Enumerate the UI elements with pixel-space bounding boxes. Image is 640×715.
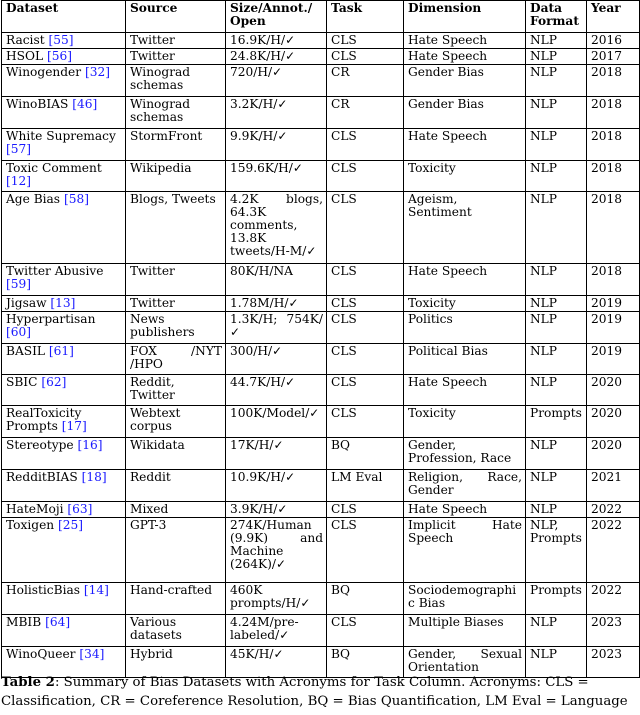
format-cell: NLP <box>526 344 587 375</box>
dimension-cell: Toxicity <box>404 406 526 438</box>
dimension-cell: Toxicity <box>404 296 526 312</box>
dimension-cell: Hate Speech <box>404 375 526 406</box>
dimension-cell: Religion, Race, Gender <box>404 470 526 502</box>
year-cell: 2018 <box>587 129 640 161</box>
source-cell: Reddit, Twitter <box>126 375 226 406</box>
format-cell: NLP <box>526 312 587 344</box>
format-cell: NLP <box>526 375 587 406</box>
citation-link[interactable]: [60] <box>6 325 32 339</box>
dataset-cell <box>2 33 126 49</box>
dataset-name: Twitter Abusive <box>6 264 104 278</box>
header-size: Size/Annot./ Open <box>226 1 327 33</box>
table-row <box>2 192 640 264</box>
task-cell: LM Eval <box>327 470 404 502</box>
dataset-name: HSOL <box>6 49 44 63</box>
format-cell: NLP <box>526 264 587 296</box>
dimension-cell: Toxicity <box>404 161 526 192</box>
size-cell: 1.78M/H/✓ <box>226 296 327 312</box>
year-cell: 2018 <box>587 161 640 192</box>
year-cell: 2021 <box>587 470 640 502</box>
task-cell: CLS <box>327 161 404 192</box>
dataset-name: Toxigen <box>6 518 55 532</box>
dataset-name: MBIB <box>6 615 42 629</box>
dimension-cell: Politics <box>404 312 526 344</box>
source-cell: Blogs, Tweets <box>126 192 226 264</box>
year-cell: 2019 <box>587 344 640 375</box>
year-cell: 2018 <box>587 97 640 129</box>
table-row <box>2 615 640 647</box>
size-cell: 10.9K/H/✓ <box>226 470 327 502</box>
dataset-name: Jigsaw <box>6 296 47 310</box>
year-cell: 2018 <box>587 264 640 296</box>
format-cell: NLP <box>526 438 587 470</box>
size-cell: 460K prompts/H/✓ <box>226 583 327 615</box>
task-cell: CLS <box>327 502 404 518</box>
citation-link[interactable]: [61] <box>48 344 74 358</box>
dimension-cell: Hate Speech <box>404 129 526 161</box>
header-dataset: Dataset <box>2 1 126 33</box>
citation-link[interactable]: [13] <box>50 296 76 310</box>
source-cell: Various datasets <box>126 615 226 647</box>
size-cell: 720/H/✓ <box>226 65 327 97</box>
source-cell: FOX /NYT /HPO <box>126 344 226 375</box>
dataset-cell <box>2 65 126 97</box>
dimension-cell: Gender Bias <box>404 65 526 97</box>
source-cell: Reddit <box>126 470 226 502</box>
format-cell: NLP <box>526 49 587 65</box>
table-row <box>2 312 640 344</box>
dimension-cell: Sociodemographic Bias <box>404 583 526 615</box>
caption-line-2: Classification, CR = Coreference Resolution, BQ = Bias Quantification, LM Eval = Language <box>1 694 628 709</box>
caption-line-1: : Summary of Bias Datasets with Acronyms for Task Column. Acronyms: CLS = <box>54 675 589 690</box>
dataset-cell <box>2 192 126 264</box>
source-cell: Wikidata <box>126 438 226 470</box>
format-cell: NLP <box>526 296 587 312</box>
table-row <box>2 470 640 502</box>
year-cell: 2020 <box>587 375 640 406</box>
task-cell: CLS <box>327 406 404 438</box>
size-cell: 159.6K/H/✓ <box>226 161 327 192</box>
dimension-cell: Hate Speech <box>404 502 526 518</box>
task-cell: CLS <box>327 264 404 296</box>
size-cell: 9.9K/H/✓ <box>226 129 327 161</box>
year-cell: 2018 <box>587 192 640 264</box>
year-cell: 2019 <box>587 312 640 344</box>
dimension-cell: Hate Speech <box>404 264 526 296</box>
dataset-name: SBIC <box>6 375 38 389</box>
dimension-cell: Gender, Profession, Race <box>404 438 526 470</box>
dataset-name: WinoQueer <box>6 647 76 661</box>
dimension-cell: Hate Speech <box>404 49 526 65</box>
dataset-cell <box>2 470 126 502</box>
size-cell: 45K/H/✓ <box>226 647 327 678</box>
format-cell: NLP <box>526 129 587 161</box>
task-cell: BQ <box>327 583 404 615</box>
dataset-cell <box>2 129 126 161</box>
table-row <box>2 518 640 583</box>
size-cell: 274K/Human (9.9K) and Machine (264K)/✓ <box>226 518 327 583</box>
task-cell: CLS <box>327 518 404 583</box>
bias-datasets-table <box>1 0 640 678</box>
dimension-cell: Gender, Sexual Orientation <box>404 647 526 678</box>
table-row <box>2 33 640 49</box>
size-cell: 80K/H/NA <box>226 264 327 296</box>
table-row <box>2 438 640 470</box>
table-row <box>2 583 640 615</box>
header-year: Year <box>587 1 640 33</box>
format-cell: NLP <box>526 65 587 97</box>
format-cell: NLP <box>526 192 587 264</box>
size-cell: 3.9K/H/✓ <box>226 502 327 518</box>
dataset-name: RealToxicity Prompts <box>6 406 82 433</box>
header-dimension: Dimension <box>404 1 526 33</box>
task-cell: CR <box>327 65 404 97</box>
size-cell: 300/H/✓ <box>226 344 327 375</box>
year-cell: 2017 <box>587 49 640 65</box>
task-cell: CLS <box>327 296 404 312</box>
citation-link[interactable]: [34] <box>79 647 105 661</box>
size-cell: 100K/Model/✓ <box>226 406 327 438</box>
size-cell: 24.8K/H/✓ <box>226 49 327 65</box>
dataset-name: Toxic Comment <box>6 161 102 175</box>
format-cell: Prompts <box>526 583 587 615</box>
size-cell: 4.24M/pre-labeled/✓ <box>226 615 327 647</box>
citation-link[interactable]: [57] <box>6 142 32 156</box>
task-cell: CLS <box>327 375 404 406</box>
citation-link[interactable]: [46] <box>72 97 98 111</box>
table-row <box>2 65 640 97</box>
dataset-cell <box>2 438 126 470</box>
citation-link[interactable]: [17] <box>61 419 87 433</box>
table-row <box>2 49 640 65</box>
format-cell: NLP <box>526 161 587 192</box>
dimension-cell: Hate Speech <box>404 33 526 49</box>
citation-link[interactable]: [12] <box>6 174 32 188</box>
year-cell: 2022 <box>587 518 640 583</box>
dataset-name: Winogender <box>6 65 82 79</box>
year-cell: 2020 <box>587 406 640 438</box>
dataset-cell <box>2 615 126 647</box>
format-cell: NLP <box>526 33 587 49</box>
source-cell: Mixed <box>126 502 226 518</box>
task-cell: CR <box>327 97 404 129</box>
table-row <box>2 264 640 296</box>
dataset-name: WinoBIAS <box>6 97 69 111</box>
dataset-cell <box>2 161 126 192</box>
dataset-cell <box>2 583 126 615</box>
format-cell: NLP, Prompts <box>526 518 587 583</box>
dataset-name: Hyperpartisan <box>6 312 96 326</box>
source-cell: Winograd schemas <box>126 97 226 129</box>
table-row <box>2 97 640 129</box>
source-cell: Twitter <box>126 33 226 49</box>
year-cell: 2023 <box>587 615 640 647</box>
header-source: Source <box>126 1 226 33</box>
dimension-cell: Implicit Hate Speech <box>404 518 526 583</box>
task-cell: CLS <box>327 49 404 65</box>
citation-link[interactable]: [32] <box>84 65 111 79</box>
format-cell: NLP <box>526 615 587 647</box>
citation-link[interactable]: [62] <box>41 375 67 389</box>
dataset-cell <box>2 97 126 129</box>
year-cell: 2018 <box>587 65 640 97</box>
dimension-cell: Multiple Biases <box>404 615 526 647</box>
table-row <box>2 406 640 438</box>
format-cell: NLP <box>526 502 587 518</box>
table-row <box>2 296 640 312</box>
dimension-cell: Gender Bias <box>404 97 526 129</box>
dimension-cell: Ageism, Sentiment <box>404 192 526 264</box>
task-cell: BQ <box>327 438 404 470</box>
citation-link[interactable]: [16] <box>77 438 103 452</box>
format-cell: NLP <box>526 647 587 678</box>
year-cell: 2023 <box>587 647 640 678</box>
citation-link[interactable]: [25] <box>58 518 84 532</box>
dataset-name: Stereotype <box>6 438 74 452</box>
dataset-name: BASIL <box>6 344 46 358</box>
source-cell: Winograd schemas <box>126 65 226 97</box>
dataset-name: RedditBIAS <box>6 470 78 484</box>
source-cell: Hybrid <box>126 647 226 678</box>
dataset-cell <box>2 375 126 406</box>
table-row <box>2 502 640 518</box>
task-cell: CLS <box>327 129 404 161</box>
citation-link[interactable]: [59] <box>6 277 32 291</box>
size-cell: 1.3K/H; 754K/✓ <box>226 312 327 344</box>
citation-link[interactable]: [63] <box>67 502 93 516</box>
table-row <box>2 161 640 192</box>
dataset-cell <box>2 344 126 375</box>
task-cell: CLS <box>327 312 404 344</box>
source-cell: GPT-3 <box>126 518 226 583</box>
table-row <box>2 129 640 161</box>
format-cell: NLP <box>526 470 587 502</box>
format-cell: NLP <box>526 97 587 129</box>
year-cell: 2016 <box>587 33 640 49</box>
citation-link[interactable]: [18] <box>81 470 107 484</box>
source-cell: Hand-crafted <box>126 583 226 615</box>
task-cell: CLS <box>327 192 404 264</box>
table-caption <box>1 673 639 711</box>
dataset-cell <box>2 264 126 296</box>
dataset-cell <box>2 502 126 518</box>
size-cell: 17K/H/✓ <box>226 438 327 470</box>
citation-link[interactable]: [58] <box>63 192 89 206</box>
size-cell: 16.9K/H/✓ <box>226 33 327 49</box>
year-cell: 2022 <box>587 583 640 615</box>
source-cell: Twitter <box>126 264 226 296</box>
task-cell: BQ <box>327 647 404 678</box>
size-cell: 3.2K/H/✓ <box>226 97 327 129</box>
task-cell: CLS <box>327 33 404 49</box>
header-task: Task <box>327 1 404 33</box>
format-cell: Prompts <box>526 406 587 438</box>
source-cell: StormFront <box>126 129 226 161</box>
table-row <box>2 375 640 406</box>
citation-link[interactable]: [55] <box>48 33 74 47</box>
dataset-cell <box>2 518 126 583</box>
dataset-cell <box>2 406 126 438</box>
task-cell: CLS <box>327 344 404 375</box>
dataset-cell <box>2 312 126 344</box>
caption-label: Table 2 <box>1 675 55 690</box>
dataset-cell <box>2 296 126 312</box>
year-cell: 2022 <box>587 502 640 518</box>
year-cell: 2020 <box>587 438 640 470</box>
source-cell: Webtext corpus <box>126 406 226 438</box>
citation-link[interactable]: [56] <box>46 49 72 63</box>
dataset-cell <box>2 49 126 65</box>
dataset-name: HolisticBias <box>6 583 81 597</box>
task-cell: CLS <box>327 615 404 647</box>
citation-link[interactable]: [64] <box>45 615 71 629</box>
dataset-name: White Supremacy <box>6 129 116 143</box>
source-cell: Twitter <box>126 49 226 65</box>
year-cell: 2019 <box>587 296 640 312</box>
dataset-name: Age Bias <box>6 192 61 206</box>
size-cell: 44.7K/H/✓ <box>226 375 327 406</box>
dataset-name: Racist <box>6 33 45 47</box>
source-cell: News publishers <box>126 312 226 344</box>
size-cell: 4.2K blogs, 64.3K comments, 13.8K tweets/H-M/✓ <box>226 192 327 264</box>
source-cell: Wikipedia <box>126 161 226 192</box>
source-cell: Twitter <box>126 296 226 312</box>
table-header-row <box>2 1 640 33</box>
header-data-format: Data Format <box>526 1 587 33</box>
table-row <box>2 344 640 375</box>
dataset-name: HateMoji <box>6 502 64 516</box>
citation-link[interactable]: [14] <box>83 583 109 597</box>
dimension-cell: Political Bias <box>404 344 526 375</box>
